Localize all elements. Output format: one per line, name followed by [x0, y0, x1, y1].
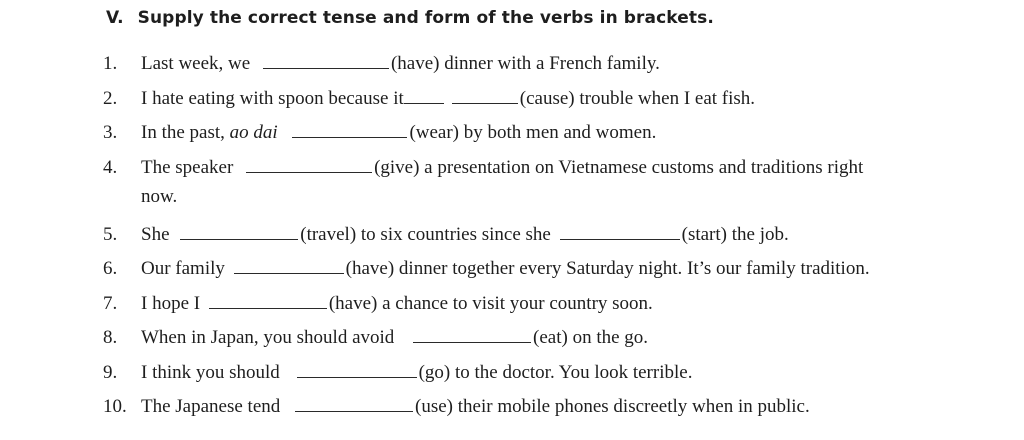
answer-blank[interactable]	[292, 122, 407, 138]
answer-blank[interactable]	[560, 224, 680, 240]
question-italic-term: ao dai	[229, 122, 278, 143]
exercise-heading	[106, 8, 714, 28]
question-text: (use) their mobile phones discreetly when in public.	[415, 396, 810, 417]
exercise-title: Supply the correct tense and form of the verbs in brackets.	[137, 8, 714, 28]
question-item	[103, 254, 1003, 289]
answer-blank[interactable]	[295, 396, 413, 412]
question-text: (have) dinner with a French family.	[390, 53, 660, 74]
question-number: 8.	[103, 327, 118, 348]
question-text: She	[141, 223, 170, 245]
question-number: 4.	[103, 156, 118, 178]
question-text: (have) a chance to visit your country soon.	[328, 292, 653, 314]
question-item	[103, 323, 1003, 358]
question-item	[103, 392, 1003, 427]
question-item	[103, 84, 1003, 119]
answer-blank[interactable]	[413, 327, 531, 343]
question-item	[103, 220, 1003, 255]
question-number: 3.	[103, 122, 118, 143]
question-number: 6.	[103, 258, 118, 279]
question-text: (go) to the doctor. You look terrible.	[418, 361, 693, 383]
question-text: I think you should	[141, 361, 280, 383]
question-text: When in Japan, you should avoid	[141, 327, 395, 348]
question-text: (give) a presentation on Vietnamese customs and traditions right	[374, 156, 864, 178]
question-text: (travel) to six countries since she	[300, 223, 551, 245]
question-text: (cause) trouble when I eat fish.	[519, 87, 756, 109]
question-number: 1.	[103, 53, 118, 74]
exercise-number: V.	[106, 8, 124, 28]
answer-blank[interactable]	[209, 293, 327, 309]
question-text: (eat) on the go.	[533, 327, 649, 348]
question-item	[103, 153, 1003, 220]
question-list	[103, 49, 1003, 427]
question-item	[103, 358, 1003, 393]
answer-blank[interactable]	[234, 258, 344, 274]
question-text: I hate eating with spoon because it	[141, 87, 404, 109]
question-text: (start) the job.	[681, 223, 789, 245]
answer-blank[interactable]	[404, 88, 444, 104]
question-number: 9.	[103, 361, 118, 383]
question-text: The speaker	[141, 156, 234, 178]
question-text: (wear) by both men and women.	[409, 122, 657, 143]
question-number: 10.	[103, 396, 127, 417]
question-number: 7.	[103, 292, 118, 314]
question-text: The Japanese tend	[141, 396, 281, 417]
question-item	[103, 118, 1003, 153]
question-text: Our family	[141, 258, 225, 279]
answer-blank[interactable]	[180, 224, 298, 240]
question-text: Last week, we	[141, 53, 251, 74]
answer-blank[interactable]	[263, 53, 389, 69]
question-item	[103, 49, 1003, 84]
question-number: 2.	[103, 87, 118, 109]
question-text-continued: now.	[141, 185, 178, 207]
question-number: 5.	[103, 223, 118, 245]
question-text: I hope I	[141, 292, 201, 314]
question-item	[103, 289, 1003, 324]
question-text: In the past,	[141, 122, 225, 143]
answer-blank[interactable]	[246, 157, 372, 173]
answer-blank[interactable]	[452, 88, 518, 104]
answer-blank[interactable]	[297, 362, 417, 378]
question-text: (have) dinner together every Saturday night. It’s our family tradition.	[345, 258, 870, 279]
